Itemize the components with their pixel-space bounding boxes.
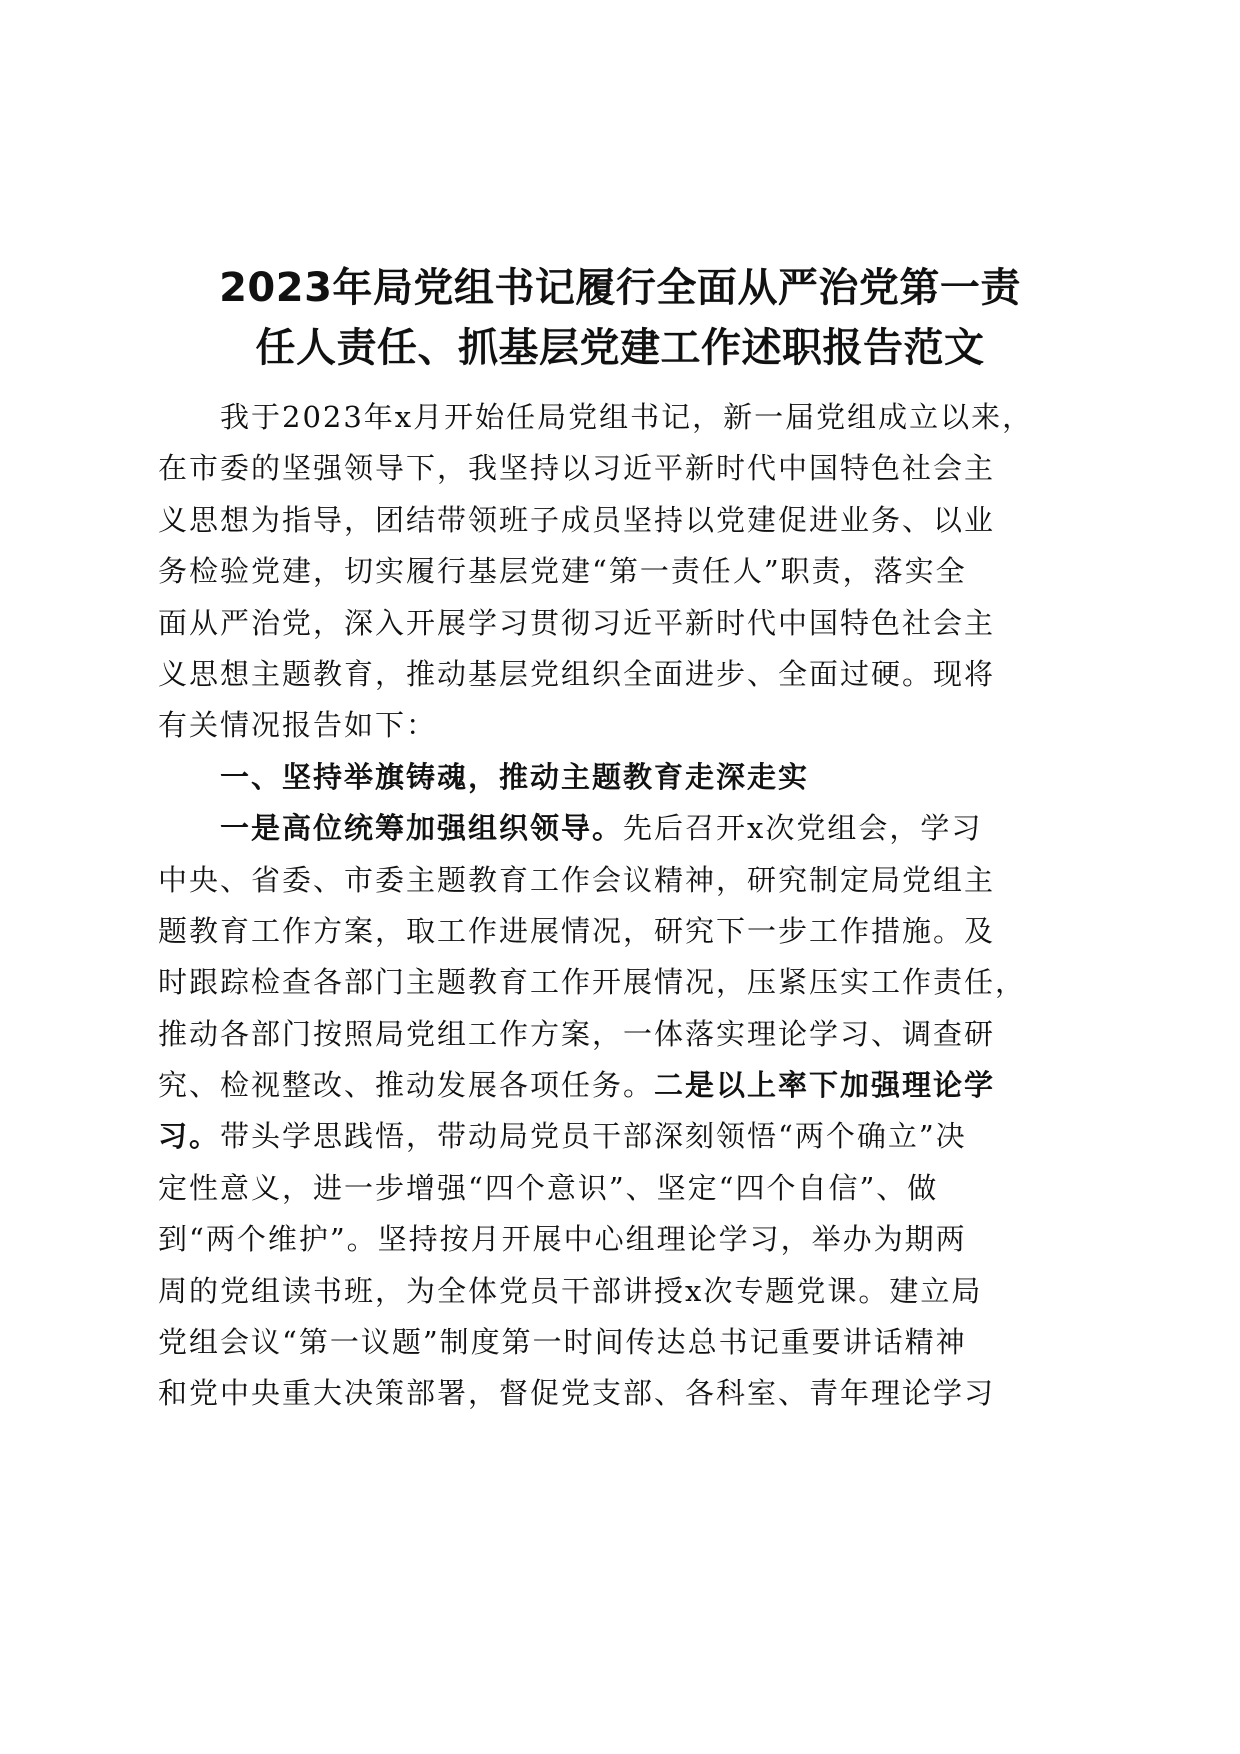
paragraph-line: 中央、省委、市委主题教育工作会议精神，研究制定局党组主: [158, 862, 996, 897]
line-text: 先后召开x次党组会，学习: [623, 811, 983, 846]
intro-line: 我于2023年x月开始任局党组书记，新一届党组成立以来，: [158, 400, 1034, 434]
intro-line: 义思想为指导，团结带领班子成员坚持以党建促进业务、以业: [158, 502, 996, 537]
paragraph-line: 到“两个维护”。坚持按月开展中心组理论学习，举办为期两: [158, 1222, 967, 1257]
title-line-1: 2023年局党组书记履行全面从严治党第一责: [219, 265, 1021, 311]
bold-lead: 一是高位统筹加强组织领导。: [158, 811, 624, 846]
document-title: [150, 258, 1090, 378]
line-text: 究、检视整改、推动发展各项任务。: [158, 1068, 655, 1103]
paragraph-line: [158, 1060, 1058, 1111]
paragraph-line: 时跟踪检查各部门主题教育工作开展情况，压紧压实工作责任，: [158, 965, 1027, 1000]
title-line-2: 任人责任、抓基层党建工作述职报告范文: [255, 325, 985, 371]
paragraph-line: [158, 803, 1058, 854]
paragraph-line: 推动各部门按照局党组工作方案，一体落实理论学习、调查研: [158, 1016, 996, 1051]
paragraph-line: 党组会议“第一议题”制度第一时间传达总书记重要讲话精神: [158, 1325, 967, 1360]
section-heading: 一、坚持举旗铸魂，推动主题教育走深走实: [158, 759, 810, 794]
paragraph-line: [158, 1111, 1058, 1162]
paragraph-line: 周的党组读书班，为全体党员干部讲授x次专题党课。建立局: [158, 1273, 983, 1308]
intro-line: 义思想主题教育，推动基层党组织全面进步、全面过硬。现将: [158, 656, 996, 691]
document-body: [158, 392, 1058, 1420]
intro-line: 面从严治党，深入开展学习贯彻习近平新时代中国特色社会主: [158, 605, 996, 640]
intro-line: 在市委的坚强领导下，我坚持以习近平新时代中国特色社会主: [158, 451, 996, 486]
intro-line: 务检验党建，切实履行基层党建“第一责任人”职责，落实全: [158, 554, 967, 589]
line-text: 带头学思践悟，带动局党员干部深刻领悟“两个确立”决: [220, 1119, 967, 1154]
bold-lead: 习。: [158, 1119, 221, 1154]
intro-line: 有关情况报告如下：: [158, 708, 438, 743]
paragraph-line: 定性意义，进一步增强“四个意识”、坚定“四个自信”、做: [158, 1170, 939, 1205]
bold-lead: 二是以上率下加强理论学: [654, 1068, 996, 1103]
paragraph-line: 题教育工作方案，取工作进展情况，研究下一步工作措施。及: [158, 913, 996, 948]
paragraph-line: 和党中央重大决策部署，督促党支部、各科室、青年理论学习: [158, 1376, 996, 1411]
